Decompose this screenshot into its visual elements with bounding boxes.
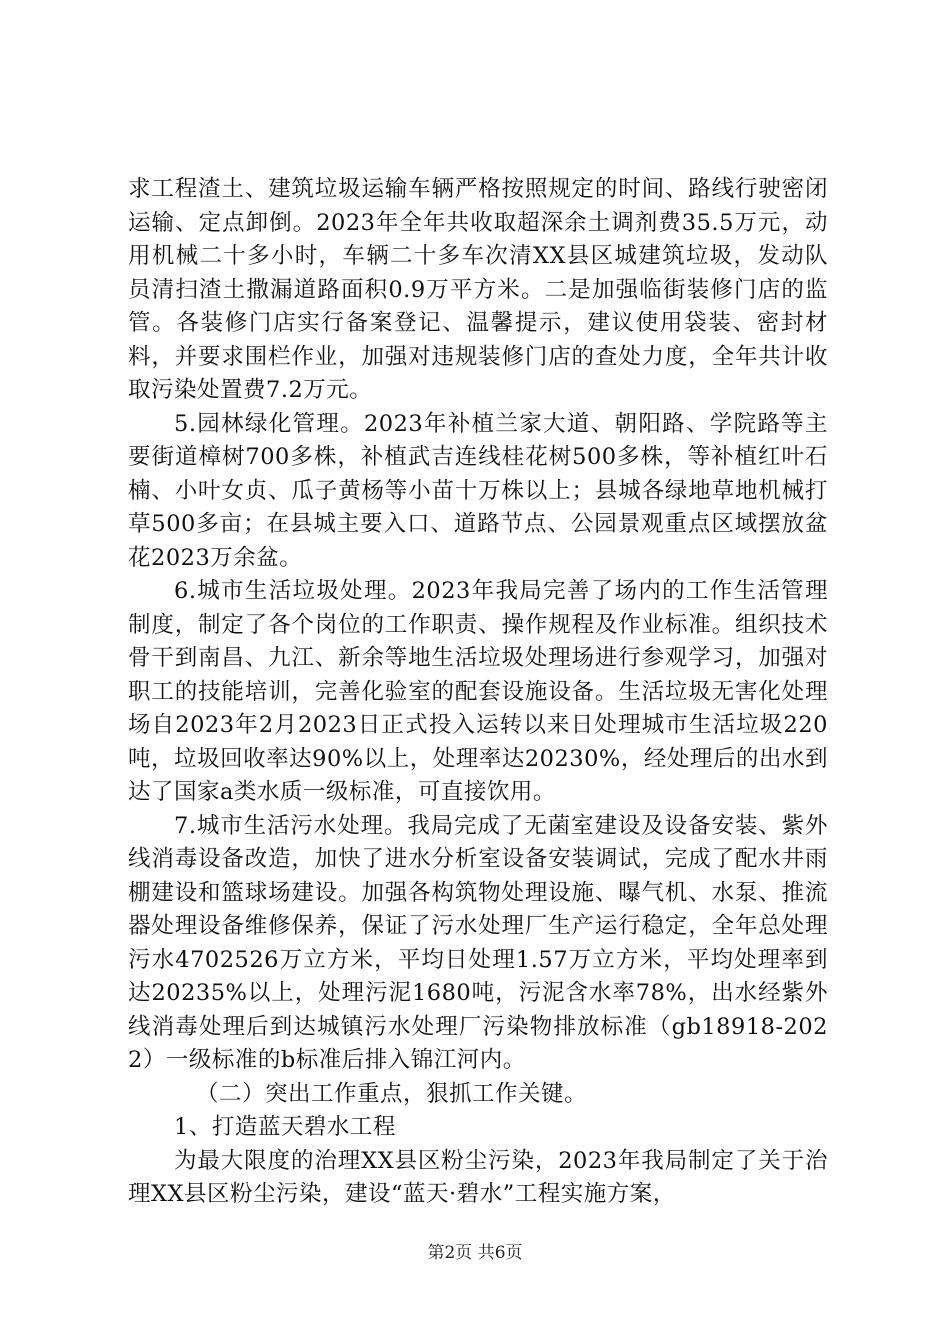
section-heading-key-work: （二）突出工作重点，狠抓工作关键。 bbox=[196, 1080, 588, 1107]
document-body bbox=[128, 173, 828, 1212]
paragraph-dust-control: 为最大限度的治理XX县区粉尘污染，2023年我局制定了关于治理XX县区粉尘污染，建设“蓝天·碧水”工程实施方案， bbox=[128, 1147, 828, 1207]
page-number-label: 第2页 共6页 bbox=[427, 1243, 523, 1263]
paragraph-garbage-treatment: 6.城市生活垃圾处理。2023年我局完善了场内的工作生活管理制度，制定了各个岗位的工作职责、操作规程及作业标准。组织技术骨干到南昌、九江、新余等地生活垃圾处理场进行参观学习，加强对职工的技能培训，完善化验室的配套设施设备。生活垃圾无害化处理场自2023年2月2023日正式投入运转以来日处理城市生活垃圾220吨，垃圾回收率达90%以上，处理率达20230%，经处理后的出水到达了国家a类水质一级标准，可直接饮用。 bbox=[128, 578, 828, 805]
page-footer bbox=[0, 1243, 950, 1263]
subsection-heading-blue-sky: 1、打造蓝天碧水工程 bbox=[174, 1114, 396, 1140]
paragraph-waste-transport: 求工程渣土、建筑垃圾运输车辆严格按照规定的时间、路线行驶密闭运输、定点卸倒。2023年全年共收取超深余土调剂费35.5万元，动用机械二十多小时，车辆二十多车次清XX县区城建筑垃圾，发动队员清扫渣土撒漏道路面积0.9万平方米。二是加强临街装修门店的监管。各装修门店实行备案登记、温馨提示，建议使用袋装、密封材料，并要求围栏作业，加强对违规装修门店的查处力度，全年共计收取污染处置费7.2万元。 bbox=[128, 176, 828, 403]
paragraph-sewage-treatment: 7.城市生活污水处理。我局完成了无菌室建设及设备安装、紫外线消毒设备改造，加快了进水分析室设备安装调试，完成了配水井雨棚建设和篮球场建设。加强各构筑物处理设施、曝气机、水泵、推流器处理设备维修保养，保证了污水处理厂生产运行稳定，全年总处理污水4702526万立方米，平均日处理1.57万立方米，平均处理率到达20235%以上，处理污泥1680吨，污泥含水率78%，出水经紫外线消毒处理后到达城镇污水处理厂污染物排放标准（gb18918-2022）一级标准的b标准后排入锦江河内。 bbox=[128, 812, 828, 1073]
paragraph-landscaping: 5.园林绿化管理。2023年补植兰家大道、朝阳路、学院路等主要街道樟树700多株，补植武吉连线桂花树500多株，等补植红叶石楠、小叶女贞、瓜子黄杨等小苗十万株以上；县城各绿地草地机械打草500多亩；在县城主要入口、道路节点、公园景观重点区域摆放盆花2023万余盆。 bbox=[128, 410, 828, 571]
